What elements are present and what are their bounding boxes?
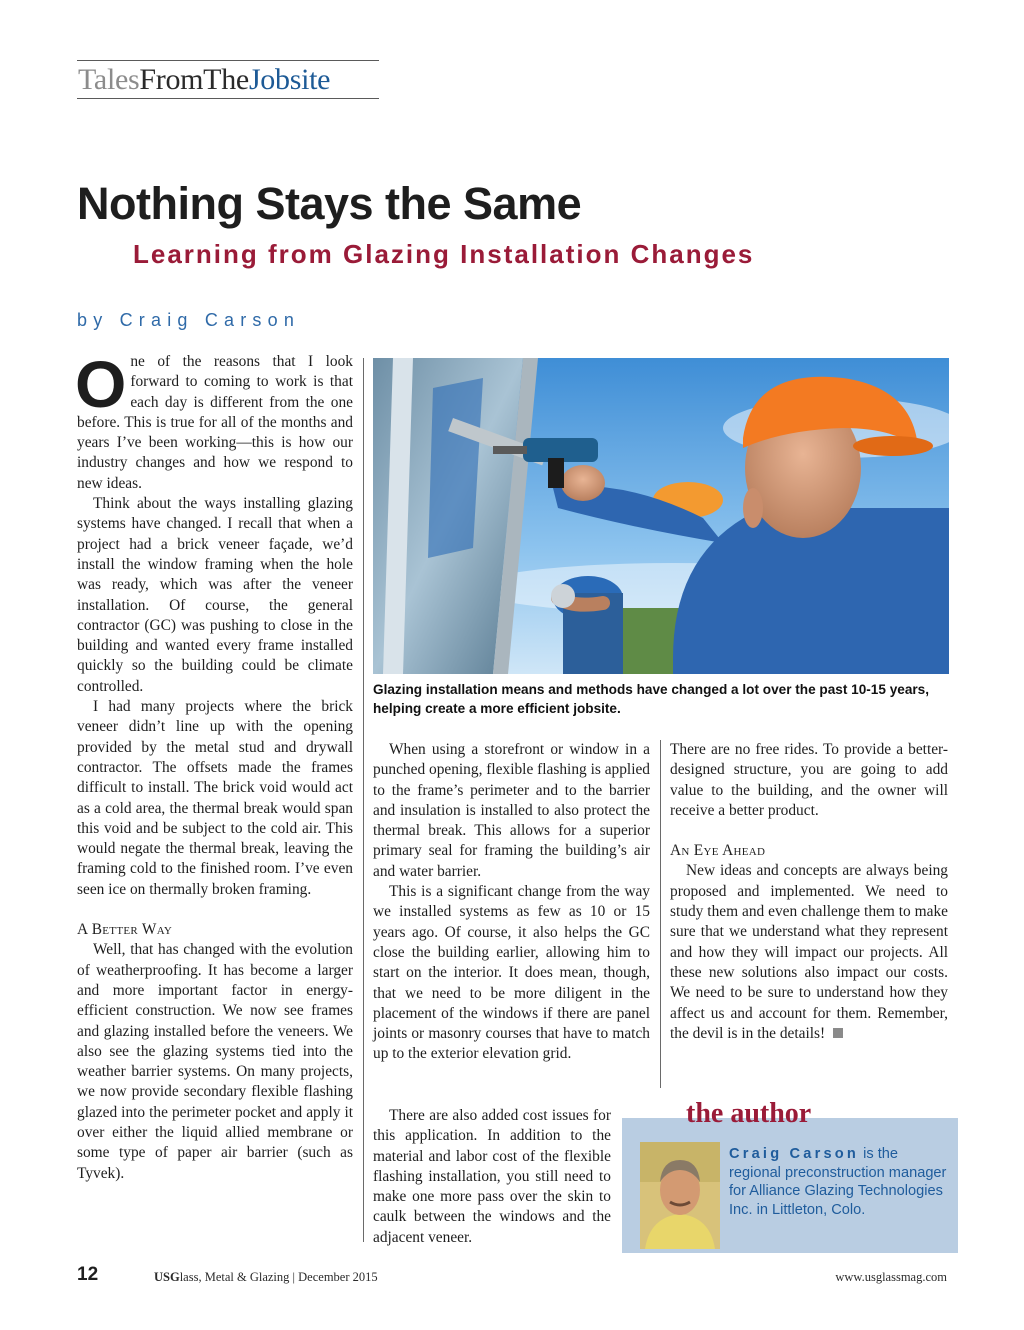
- column-divider-2: [660, 740, 661, 1088]
- publication-name-bold: USG: [154, 1270, 180, 1284]
- publication-info: [154, 1268, 378, 1286]
- paragraph: [670, 861, 948, 1044]
- paragraph: [75, 347, 353, 494]
- article-column-2b: [373, 1106, 611, 1248]
- subheading-an-eye-ahead: An Eye Ahead: [670, 842, 766, 860]
- paragraph: There are also added cost issues for this application. In addition to the material and labor cost of the flexible flashing installation, you still need to make one more pass over the skin to caulk between the windows and the adjacent veneer.: [373, 1107, 611, 1246]
- photo-caption: Glazing installation means and methods have changed a lot over the past 10-15 years, helping create a more efficient jobsite.: [373, 682, 930, 716]
- spacer: [670, 821, 948, 841]
- article-title: Nothing Stays the Same: [77, 178, 582, 229]
- paragraph: When using a storefront or window in a punched opening, flexible flashing is applied to the frame’s perimeter and to the barrier and insulation is installed to also protect the thermal break. This allows for a superior primary seal for framing the building’s air and water barrier.: [373, 741, 650, 880]
- article-column-3: [670, 740, 948, 1044]
- header-rule-bottom: [77, 98, 379, 99]
- end-mark-icon: [833, 1028, 843, 1038]
- section-title-part3: Jobsite: [248, 63, 331, 96]
- paragraph: There are no free rides. To provide a better-designed structure, you are going to add value to the building, and the owner will receive a better product.: [670, 741, 948, 819]
- byline: by Craig Carson: [77, 310, 301, 330]
- author-name: Craig Carson: [729, 1146, 860, 1162]
- paragraph: This is a significant change from the way we installed systems as few as 10 or 15 years ago. Of course, it also helps the GC close the building earlier, allowing him to start on the interior. It does mean, though, that we need to be more diligent in the placement of the windows if there are panel joints or masonry courses that have to match up to the exterior elevation grid.: [373, 883, 650, 1063]
- drop-cap: O: [75, 347, 127, 421]
- subheading-a-better-way: A Better Way: [77, 921, 173, 939]
- section-title: [78, 62, 330, 98]
- author-bio-text: is the regional preconstruction manager for Alliance Glazing Technologies Inc. in Littleton, Colo.: [729, 1146, 947, 1218]
- page-number: 12: [77, 1264, 99, 1285]
- article-column-1: [75, 347, 353, 1184]
- paragraph: I had many projects where the brick veneer didn’t line up with the opening provided by the metal stud and drywall contractor. The offsets made the frames difficult to install. The brick void would act as a cold area, the thermal break would span this void and be subject to the cold air. This would negate the thermal break, leaving the framing cold to the finished room. I’ve even seen ice on thermally broken framing.: [77, 698, 353, 898]
- spacer: [77, 900, 353, 920]
- author-bio: [729, 1145, 951, 1219]
- publication-name-rest: lass, Metal & Glazing | December 2015: [179, 1270, 378, 1284]
- paragraph: Well, that has changed with the evolution of weatherproofing. It has become a larger and more important factor in energy-efficient construction. We now see frames and glazing installed before the veneers. We also see the glazing systems tied into the weather barrier systems. On many projects, we now provide secondary flexible flashing glazed into the perimeter pocket and apply it over either the liquid allied membrane or some type of paper air barrier (such as Tyvek).: [77, 941, 353, 1182]
- paragraph-text: New ideas and concepts are always being proposed and implemented. We need to study them and even challenge them to make sure that we understand what they represent and how they will impact our projects. All these new solutions also impact our costs. We need to be sure to understand how they affect us and account for them. Remember, the devil is in the details!: [670, 862, 948, 1042]
- article-column-2: [373, 740, 650, 1065]
- paragraph: Think about the ways installing glazing systems have changed. I recall that when a project had a brick veneer façade, we’d install the window framing when the hole was ready, which was after the veneer installation. Of course, the general contractor (GC) was pushing to close in the building and wanted every frame installed quickly so the building could be climate controlled.: [77, 495, 353, 695]
- jobsite-photo: [373, 358, 949, 674]
- column-divider-1: [363, 358, 364, 1242]
- paragraph-text: ne of the reasons that I look forward to coming to work is that each day is different from the one before. This is true for all of the months and years I’ve been working—this is how our industry changes and how we respond to new ideas.: [77, 353, 353, 492]
- author-heading: the author: [686, 1098, 812, 1129]
- section-title-part2: FromThe: [139, 63, 249, 96]
- website-url: www.usglassmag.com: [835, 1270, 947, 1284]
- author-photo: [640, 1142, 720, 1249]
- section-title-part1: Tales: [78, 63, 140, 96]
- article-subtitle: Learning from Glazing Installation Changes: [133, 239, 755, 269]
- header-rule-top: [77, 60, 379, 61]
